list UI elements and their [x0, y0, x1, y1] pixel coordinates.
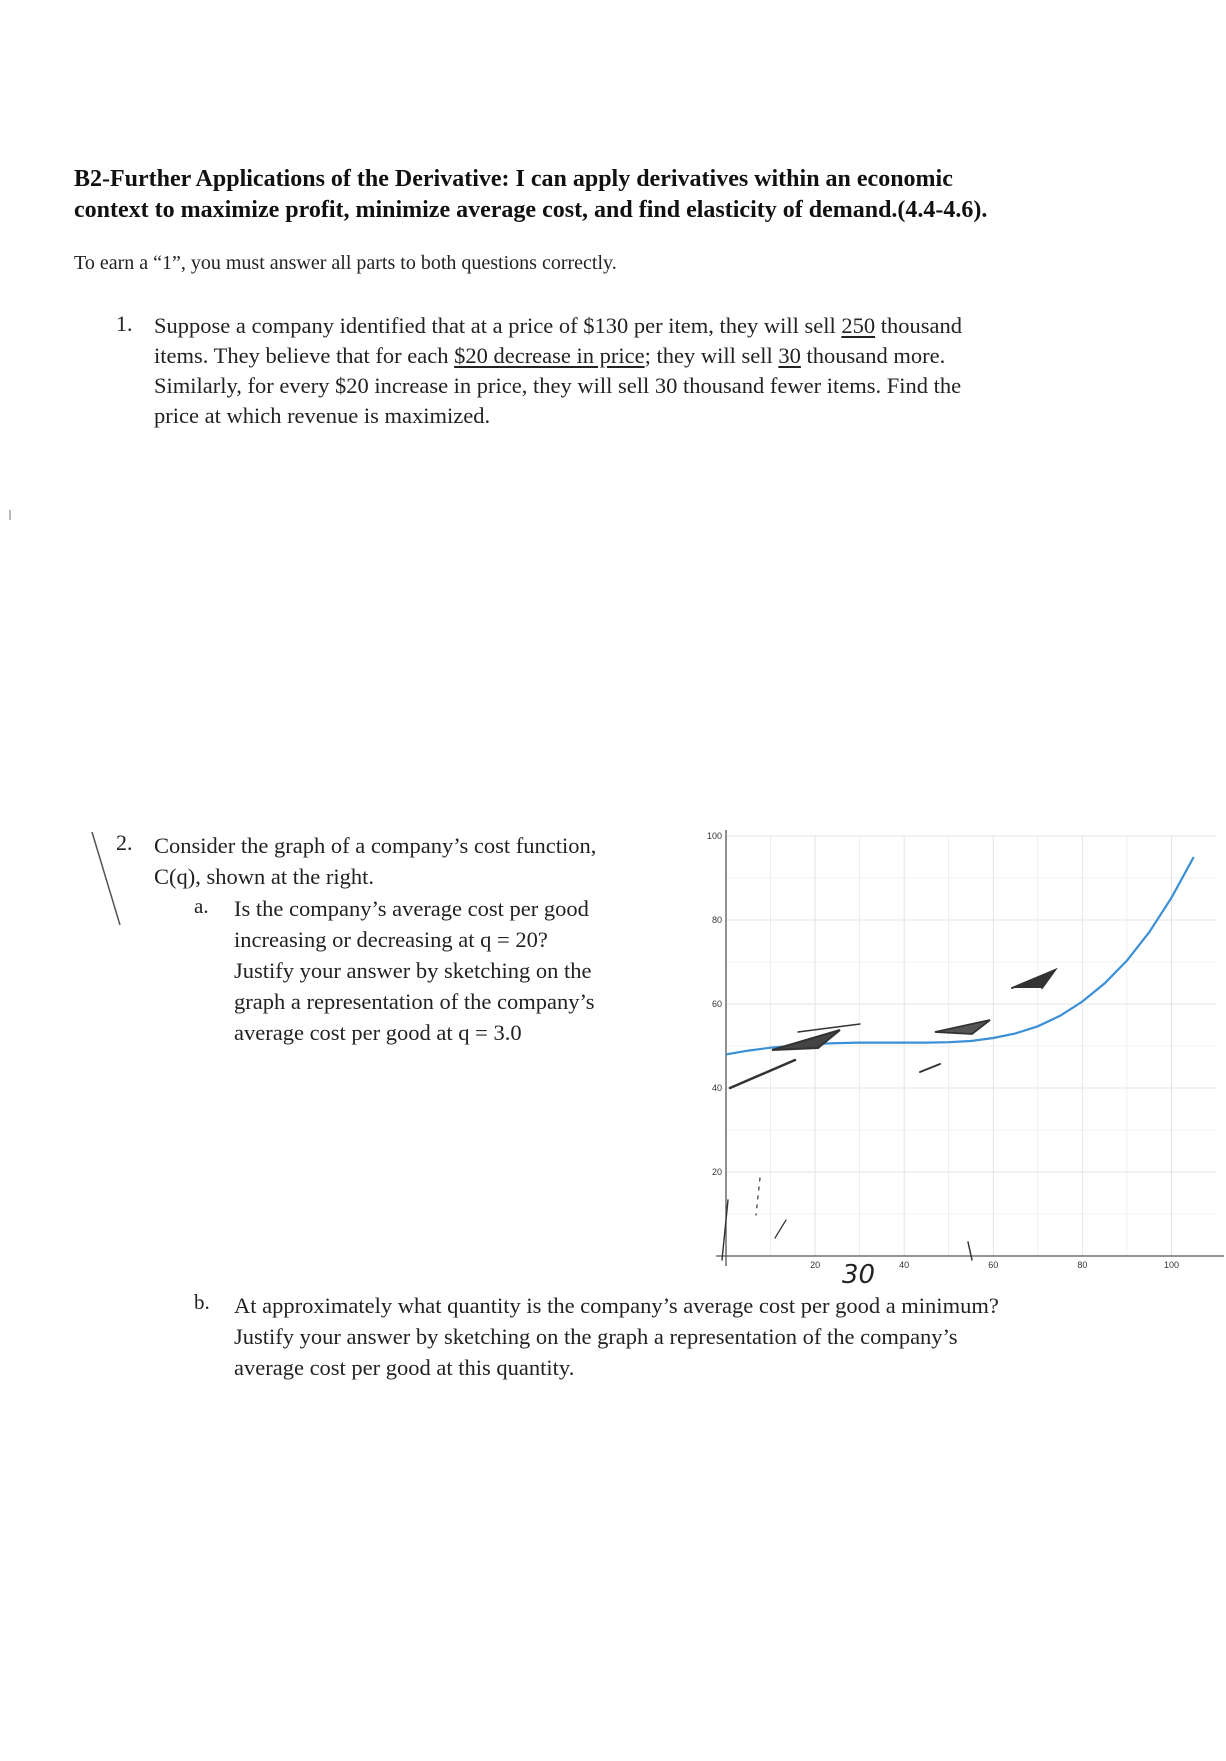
title-line-1: B2-Further Applications of the Derivative: I can apply derivatives within an economic [74, 166, 953, 192]
q1-line2-part-a: items. They believe that for each [154, 343, 455, 368]
x-tick-label: 80 [1077, 1260, 1088, 1270]
x-tick-label: 100 [1163, 1260, 1179, 1270]
part-b-line-1: At approximately what quantity is the company’s average cost per good a minimum? [234, 1293, 999, 1318]
question-2-line-2: C(q), shown at the right. [154, 864, 374, 889]
page-title [74, 164, 1134, 226]
part-b-line-3: average cost per good at this quantity. [234, 1355, 575, 1380]
q1-underlined-250: 250 [841, 313, 876, 338]
x-tick-label: 60 [988, 1260, 999, 1270]
x-tick-label: 20 [810, 1260, 821, 1270]
part-a-line-4: graph a representation of the company’s [234, 989, 595, 1014]
question-1-line-3: Similarly, for every $20 increase in price, they will sell 30 thousand fewer items. Find the [154, 373, 962, 398]
q1-line2-part-e: thousand more. [800, 343, 946, 368]
y-tick-label: 40 [711, 1083, 722, 1093]
part-a-line-3: Justify your answer by sketching on the [234, 958, 592, 983]
y-tick-label: 60 [711, 999, 722, 1009]
y-tick-label: 20 [711, 1167, 722, 1177]
q1-underlined-30: 30 [778, 343, 801, 368]
question-2-text [154, 830, 684, 892]
handwritten-annotation-30: 30 [842, 1260, 876, 1290]
part-a-line-5: average cost per good at q = 3.0 [234, 1020, 522, 1045]
cost-curve-line [726, 857, 1194, 1054]
q1-line1-part-a: Suppose a company identified that at a price of $130 per item, they will sell [154, 313, 842, 338]
part-b-line-2: Justify your answer by sketching on the graph a representation of the company’s [234, 1324, 958, 1349]
question-1-number: 1. [116, 311, 133, 336]
part-a-text [234, 893, 694, 1048]
question-1-line-4: price at which revenue is maximized. [154, 403, 491, 428]
part-a-label: a. [194, 894, 209, 918]
question-2-number: 2. [116, 830, 133, 855]
cost-function-graph [690, 820, 1226, 1280]
question-1-text [154, 311, 1094, 431]
q1-line1-part-c: thousand [875, 313, 962, 338]
q1-underlined-decrease: $20 decrease in price [454, 343, 645, 368]
question-1-line-2 [154, 341, 1094, 371]
x-tick-label: 40 [899, 1260, 910, 1270]
part-b-text [234, 1290, 1194, 1383]
pencil-sketch-marks [722, 970, 1055, 1260]
q1-line2-part-c: ; they will sell [644, 343, 779, 368]
y-tick-label: 80 [711, 915, 722, 925]
part-a-line-1: Is the company’s average cost per good [234, 896, 589, 921]
question-2-line-1: Consider the graph of a company’s cost function, [154, 833, 597, 858]
y-tick-label: 100 [706, 831, 722, 841]
title-line-2: context to maximize profit, minimize average cost, and find elasticity of demand.(4.4-4.6). [74, 197, 988, 223]
instructions-text: To earn a “1”, you must answer all parts to both questions correctly. [74, 252, 617, 274]
part-b-label: b. [194, 1290, 210, 1314]
question-1-line-1 [154, 311, 1094, 341]
part-a-line-2: increasing or decreasing at q = 20? [234, 927, 548, 952]
